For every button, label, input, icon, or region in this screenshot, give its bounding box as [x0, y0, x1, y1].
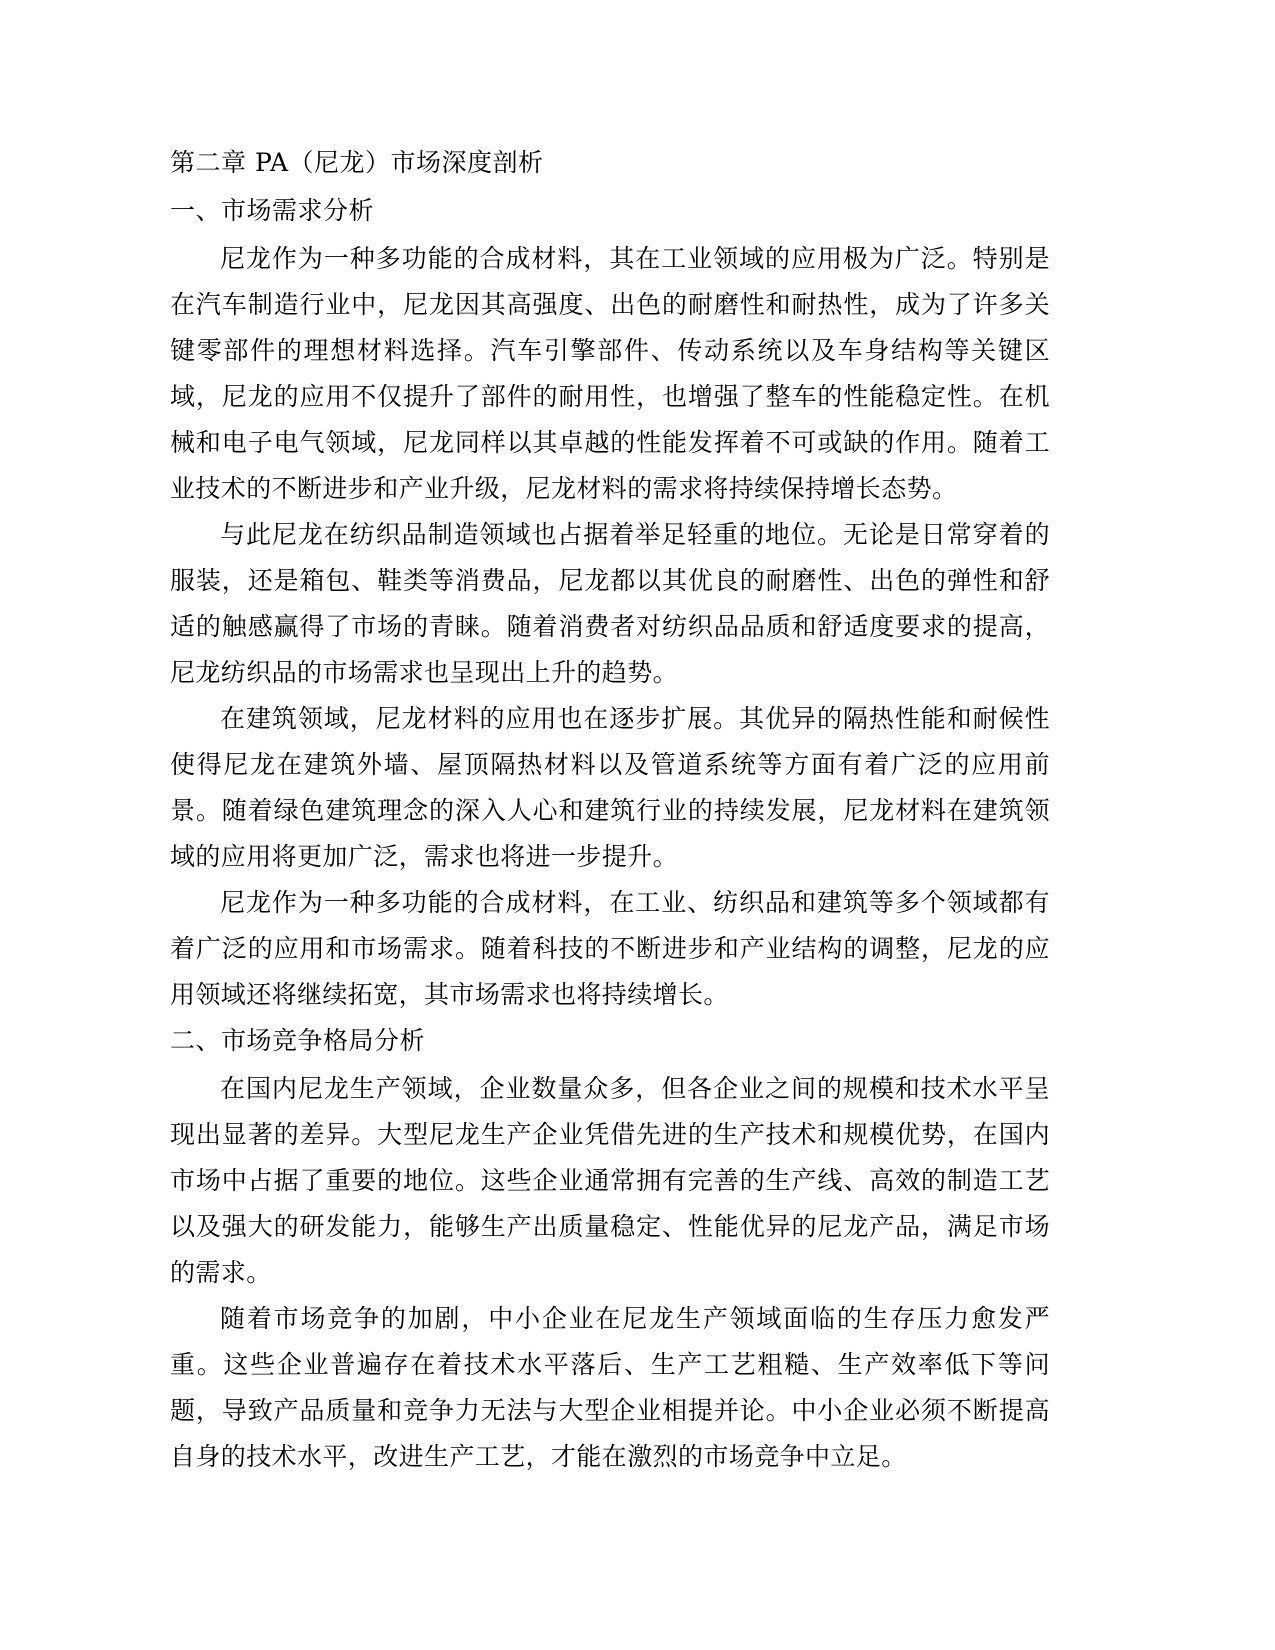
section-heading-1: 一、市场需求分析: [170, 196, 375, 225]
paragraph: 在国内尼龙生产领域，企业数量众多，但各企业之间的规模和技术水平呈现出显著的差异。大型尼龙生产企业凭借先进的生产技术和规模优势，在国内市场中占据了重要的地位。这些企业通常拥有完善的生产线、高效的制造工艺以及强大的研发能力，能够生产出质量稳定、性能优异的尼龙产品，满足市场的需求。: [170, 1074, 1050, 1287]
chapter-title: 第二章 PA（尼龙）市场深度剖析: [170, 148, 544, 177]
paragraph: 尼龙作为一种多功能的合成材料，其在工业领域的应用极为广泛。特别是在汽车制造行业中，尼龙因其高强度、出色的耐磨性和耐热性，成为了许多关键零部件的理想材料选择。汽车引擎部件、传动系统以及车身结构等关键区域，尼龙的应用不仅提升了部件的耐用性，也增强了整车的性能稳定性。在机械和电子电气领域，尼龙同样以其卓越的性能发挥着不可或缺的作用。随着工业技术的不断进步和产业升级，尼龙材料的需求将持续保持增长态势。: [170, 244, 1050, 503]
document-body: [170, 140, 1050, 1480]
paragraph: 尼龙作为一种多功能的合成材料，在工业、纺织品和建筑等多个领域都有着广泛的应用和市场需求。随着科技的不断进步和产业结构的调整，尼龙的应用领域还将继续拓宽，其市场需求也将持续增长。: [170, 888, 1050, 1009]
paragraph: 与此尼龙在纺织品制造领域也占据着举足轻重的地位。无论是日常穿着的服装，还是箱包、鞋类等消费品，尼龙都以其优良的耐磨性、出色的弹性和舒适的触感赢得了市场的青睐。随着消费者对纺织品品质和舒适度要求的提高，尼龙纺织品的市场需求也呈现出上升的趋势。: [170, 520, 1050, 687]
section-heading-2: 二、市场竞争格局分析: [170, 1026, 426, 1055]
paragraph: 在建筑领域，尼龙材料的应用也在逐步扩展。其优异的隔热性能和耐候性使得尼龙在建筑外墙、屋顶隔热材料以及管道系统等方面有着广泛的应用前景。随着绿色建筑理念的深入人心和建筑行业的持续发展，尼龙材料在建筑领域的应用将更加广泛，需求也将进一步提升。: [170, 704, 1050, 871]
paragraph: 随着市场竞争的加剧，中小企业在尼龙生产领域面临的生存压力愈发严重。这些企业普遍存在着技术水平落后、生产工艺粗糙、生产效率低下等问题，导致产品质量和竞争力无法与大型企业相提并论。中小企业必须不断提高自身的技术水平，改进生产工艺，才能在激烈的市场竞争中立足。: [170, 1304, 1050, 1471]
